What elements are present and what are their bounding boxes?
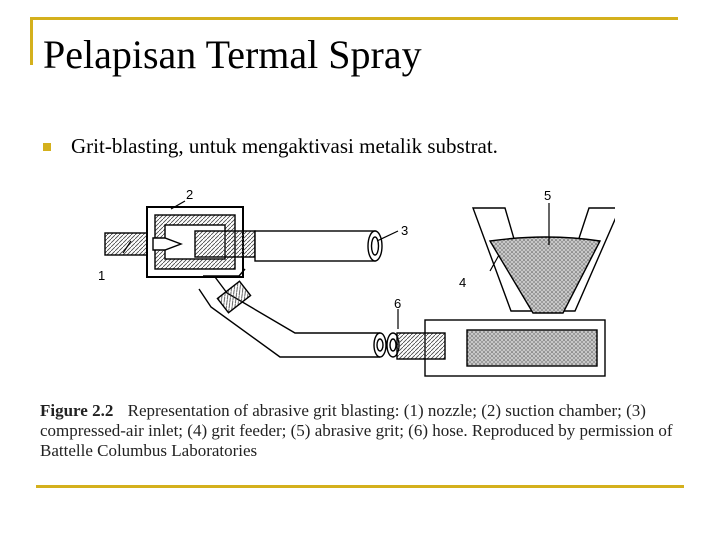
nozzle-assembly [105, 207, 255, 277]
caption-label: Figure 2.2 [40, 401, 114, 420]
slide-title: Pelapisan Termal Spray [43, 32, 422, 77]
mixing-chamber [397, 320, 605, 376]
label-5: 5 [544, 188, 552, 203]
bullet-square-icon [43, 143, 51, 151]
frame-top-line [30, 17, 678, 20]
label-4: 4 [459, 275, 467, 290]
compressed-air-inlet [255, 231, 382, 261]
label-2: 2 [186, 187, 194, 202]
hose [199, 277, 402, 357]
frame-bottom-line [36, 485, 684, 488]
figure-caption [40, 401, 690, 461]
caption-text: Representation of abrasive grit blasting: (1) nozzle; (2) suction chamber; (3) compressed-air inlet; (4) grit feeder; (5) abrasive grit; (6) hose. Reproduced by permission of Battelle Columbus Laboratories [40, 401, 673, 460]
grit-blasting-diagram [95, 183, 615, 383]
grit-feeder [473, 208, 615, 313]
frame-left-line [30, 17, 33, 65]
label-3: 3 [401, 223, 409, 238]
bullet-text: Grit-blasting, untuk mengaktivasi metalik substrat. [71, 134, 498, 158]
label-6: 6 [394, 296, 402, 311]
label-1: 1 [98, 268, 106, 283]
